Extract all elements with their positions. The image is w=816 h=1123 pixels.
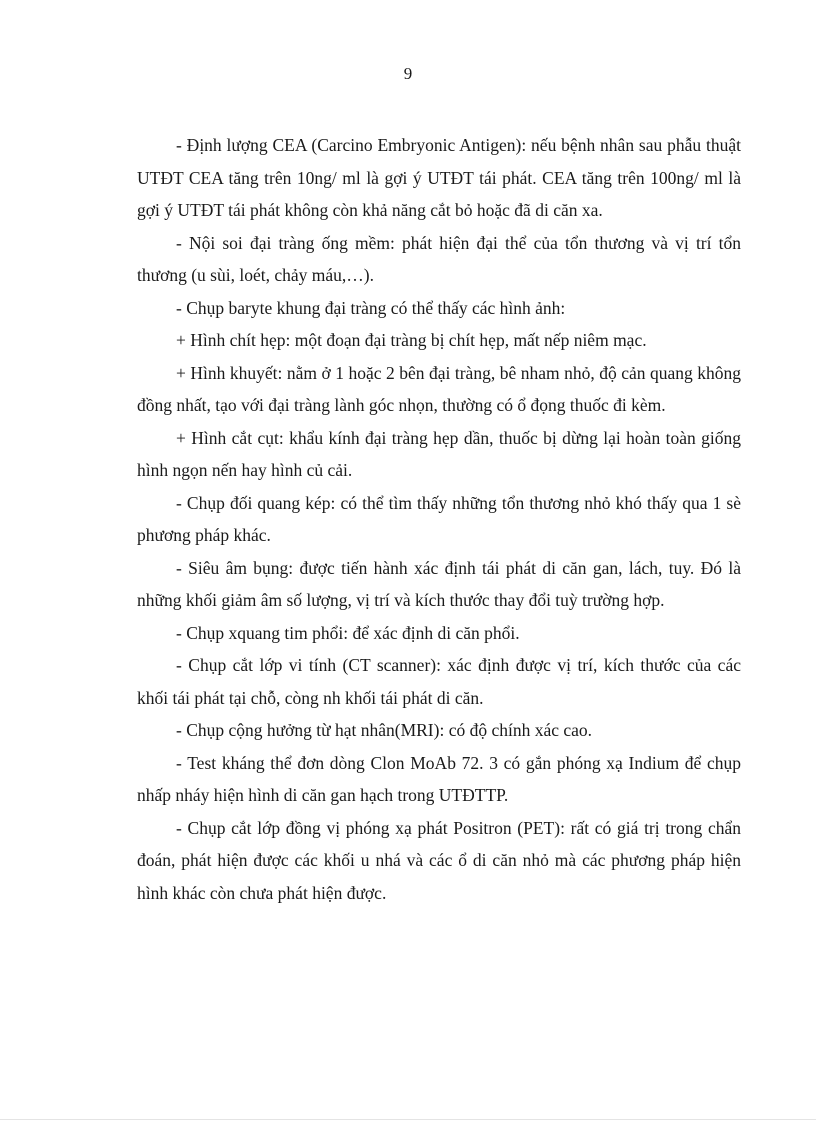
paragraph-ct-scanner: - Chụp cắt lớp vi tính (CT scanner): xác định được vị trí, kích thước của các khối tái phát tại chỗ, còng nh khối tái phát di căn. (137, 655, 741, 708)
paragraph-filling-defect-sign: + Hình khuyết: nằm ở 1 hoặc 2 bên đại tràng, bê nham nhỏ, độ cản quang không đồng nhất, tạo với đại tràng lành góc nhọn, thường có ổ đọng thuốc đi kèm. (137, 362, 741, 415)
paragraph-abdominal-ultrasound: - Siêu âm bụng: được tiến hành xác định tái phát di căn gan, lách, tuy. Đó là những khối giảm âm số lượng, vị trí và kích thước thay đổi tuỳ trường hợp. (137, 557, 741, 610)
paragraph-barium-xray: - Chụp baryte khung đại tràng có thể thấy các hình ảnh: (176, 297, 566, 318)
paragraph-pet-scan: - Chụp cắt lớp đồng vị phóng xạ phát Positron (PET): rất có giá trị trong chẩn đoán, phát hiện được các khối u nhá và các ổ di căn nhỏ mà các phương pháp hiện hình khác còn chưa phát hiện được. (137, 817, 741, 903)
paragraph-chest-xray: - Chụp xquang tim phổi: để xác định di căn phổi. (176, 622, 520, 643)
paragraph-cea: - Định lượng CEA (Carcino Embryonic Antigen): nếu bệnh nhân sau phẫu thuật UTĐT CEA tăng trên 10ng/ ml là gợi ý UTĐT tái phát. CEA tăng trên 100ng/ ml là gợi ý UTĐT tái phát không còn khả năng cắt bỏ hoặc đã di căn xa. (137, 135, 741, 220)
paragraph-monoclonal-antibody-test: - Test kháng thể đơn dòng Clon MoAb 72. 3 có gắn phóng xạ Indium để chụp nhấp nháy hiện hình di căn gan hạch trong UTĐTTP. (137, 752, 741, 805)
page-bottom-edge (0, 1119, 816, 1120)
paragraph-mri: - Chụp cộng hưởng từ hạt nhân(MRI): có độ chính xác cao. (176, 720, 593, 740)
paragraph-cutoff-sign: + Hình cắt cụt: khẩu kính đại tràng hẹp dần, thuốc bị dừng lại hoàn toàn giống hình ngọn nến hay hình củ cải. (137, 427, 741, 480)
document-body (137, 129, 741, 909)
paragraph-stricture-sign: + Hình chít hẹp: một đoạn đại tràng bị chít hẹp, mất nếp niêm mạc. (176, 330, 647, 350)
paragraph-double-contrast: - Chụp đối quang kép: có thể tìm thấy những tổn thương nhỏ khó thấy qua 1 sè phương pháp khác. (137, 492, 741, 545)
page-number: 9 (403, 64, 413, 83)
paragraph-colonoscopy: - Nội soi đại tràng ống mềm: phát hiện đại thể của tổn thương và vị trí tổn thương (u sùi, loét, chảy máu,…). (137, 232, 741, 285)
